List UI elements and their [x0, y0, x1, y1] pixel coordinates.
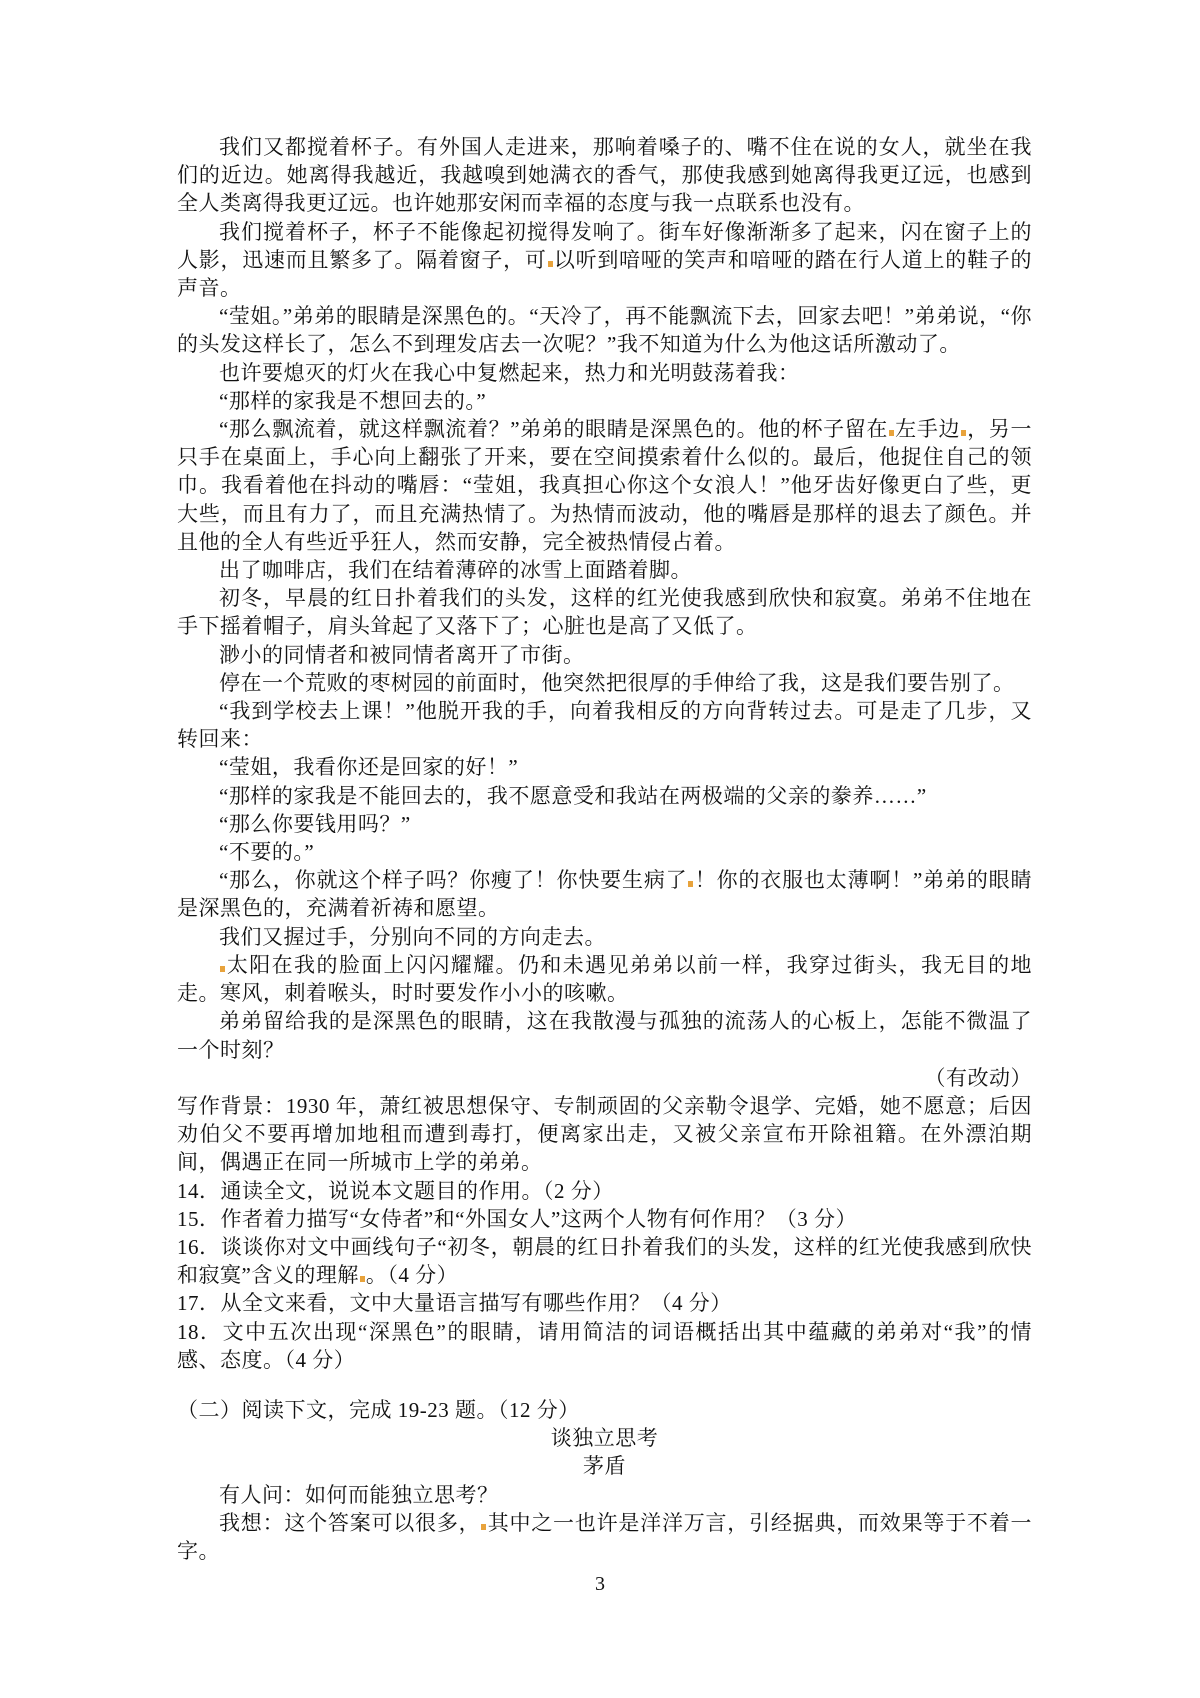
attribution-note: （有改动） — [924, 1065, 1032, 1090]
essay-paragraph: 有人问：如何而能独立思考？ — [219, 1482, 499, 1507]
section-header: （二）阅读下文，完成 19-23 题。（12 分） — [177, 1397, 580, 1422]
question-list — [177, 1177, 1032, 1374]
proofing-mark-icon — [548, 261, 553, 267]
passage-paragraph: 初冬，早晨的红日扑着我们的头发，这样的红光使我感到欣快和寂寞。弟弟不住地在手下摇着帽子，肩头耸起了又落下了；心脏也是高了又低了。 — [177, 586, 1032, 639]
essay-body — [177, 1481, 1032, 1566]
proofing-mark-icon — [961, 430, 966, 436]
reading-passage — [177, 133, 1032, 1064]
passage-paragraph: 我们搅着杯子，杯子不能像起初搅得发响了。街车好像渐渐多了起来，闪在窗子上的人影，迅速而且繁多了。隔着窗子，可 以听到喑哑的笑声和喑哑的踏在行人道上的鞋子的声音。 — [177, 219, 1032, 301]
essay-title: 谈独立思考 — [550, 1426, 659, 1451]
passage-paragraph: 弟弟留给我的是深黑色的眼睛，这在我散漫与孤独的流荡人的心板上，怎能不微温了一个时刻？ — [177, 1009, 1032, 1062]
passage-paragraph: “那么飘流着，就这样飘流着？”弟弟的眼睛是深黑色的。他的杯子留在 左手边 ，另一只手在桌面上，手心向上翻张了开来，要在空间摸索着什么似的。最后，他捉住自己的领巾。我看着他在抖动的嘴唇：“莹姐，我真担心你这个女浪人！”他牙齿好像更白了些，更大些，而且有力了，而且充满热情了。为热情而波动，他的嘴唇是那样的退去了颜色。并且他的全人有些近乎狂人，然而安静，完全被热情侵占着。 — [177, 417, 1033, 554]
passage-paragraph: 渺小的同情者和被同情者离开了市街。 — [219, 642, 585, 667]
proofing-mark-icon — [889, 430, 894, 436]
passage-paragraph: “那样的家我是不能回去的，我不愿意受和我站在两极端的父亲的豢养……” — [219, 783, 927, 808]
passage-paragraph: “我到学校去上课！”他脱开我的手，向着我相反的方向背转过去。可是走了几步，又转回来： — [177, 699, 1032, 752]
proofing-mark-icon — [481, 1524, 486, 1530]
page-number: 3 — [595, 1573, 605, 1595]
question-item: 17．从全文来看，文中大量语言描写有哪些作用？（4 分） — [177, 1291, 732, 1316]
passage-paragraph: “那么你要钱用吗？” — [219, 811, 411, 836]
proofing-mark-icon — [688, 881, 693, 887]
passage-paragraph: 停在一个荒败的枣树园的前面时，他突然把很厚的手伸给了我，这是我们要告别了。 — [219, 670, 1015, 695]
passage-paragraph: “不要的。” — [219, 840, 315, 865]
essay-paragraph: 我想：这个答案可以很多， 其中之一也许是洋洋万言，引经据典，而效果等于不着一字。 — [177, 1510, 1032, 1563]
essay-author: 茅盾 — [583, 1454, 626, 1479]
page-content — [177, 133, 1032, 1565]
background-note: 写作背景：1930 年，萧红被思想保守、专制顽固的父亲勒令退学、完婚，她不愿意；后因劝伯父不要再增加地租而遭到毒打，便离家出走，又被父亲宣布开除祖籍。在外漂泊期间，偶遇正在同一所城市上学的弟弟。 — [177, 1093, 1032, 1175]
passage-paragraph: 也许要熄灭的灯火在我心中复燃起来，热力和光明鼓荡着我： — [219, 360, 800, 385]
passage-paragraph: “那样的家我是不想回去的。” — [219, 388, 487, 413]
section-two — [177, 1396, 1032, 1565]
question-item: 15．作者着力描写“女侍者”和“外国女人”这两个人物有何作用？（3 分） — [177, 1206, 858, 1231]
passage-paragraph: “莹姐。”弟弟的眼睛是深黑色的。“天冷了，再不能飘流下去，回家去吧！”弟弟说，“你的头发这样长了，怎么不到理发店去一次呢？”我不知道为什么为他这话所激动了。 — [177, 304, 1032, 357]
passage-paragraph: “那么，你就这个样子吗？你瘦了！你快要生病了 ！你的衣服也太薄啊！”弟弟的眼睛是深黑色的，充满着祈祷和愿望。 — [177, 868, 1032, 921]
passage-paragraph: 出了咖啡店，我们在结着薄碎的冰雪上面踏着脚。 — [219, 558, 692, 583]
passage-paragraph: “莹姐，我看你还是回家的好！” — [219, 755, 519, 780]
question-item: 16．谈谈你对文中画线句子“初冬，朝晨的红日扑着我们的头发，这样的红光使我感到欣快和寂寞”含义的理解 。（4 分） — [177, 1234, 1032, 1288]
passage-paragraph: 我们又握过手，分别向不同的方向走去。 — [219, 924, 606, 949]
question-item: 14．通读全文，说说本文题目的作用。（2 分） — [177, 1178, 614, 1203]
passage-paragraph: 我们又都搅着杯子。有外国人走进来，那响着嗓子的、嘴不住在说的女人，就坐在我们的近边。她离得我越近，我越嗅到她满衣的香气，那使我感到她离得我更辽远，也感到全人类离得我更辽远。也许她那安闲而幸福的态度与我一点联系也没有。 — [177, 135, 1032, 216]
proofing-mark-icon — [220, 966, 225, 972]
proofing-mark-icon — [360, 1276, 365, 1282]
passage-paragraph: 太阳在我的脸面上闪闪耀耀。仍和未遇见弟弟以前一样，我穿过街头，我无目的地走。寒风，刺着喉头，时时要发作小小的咳嗽。 — [177, 952, 1032, 1006]
question-item: 18．文中五次出现“深黑色”的眼睛，请用简洁的词语概括出其中蕴藏的弟弟对“我”的情感、态度。（4 分） — [177, 1319, 1032, 1372]
